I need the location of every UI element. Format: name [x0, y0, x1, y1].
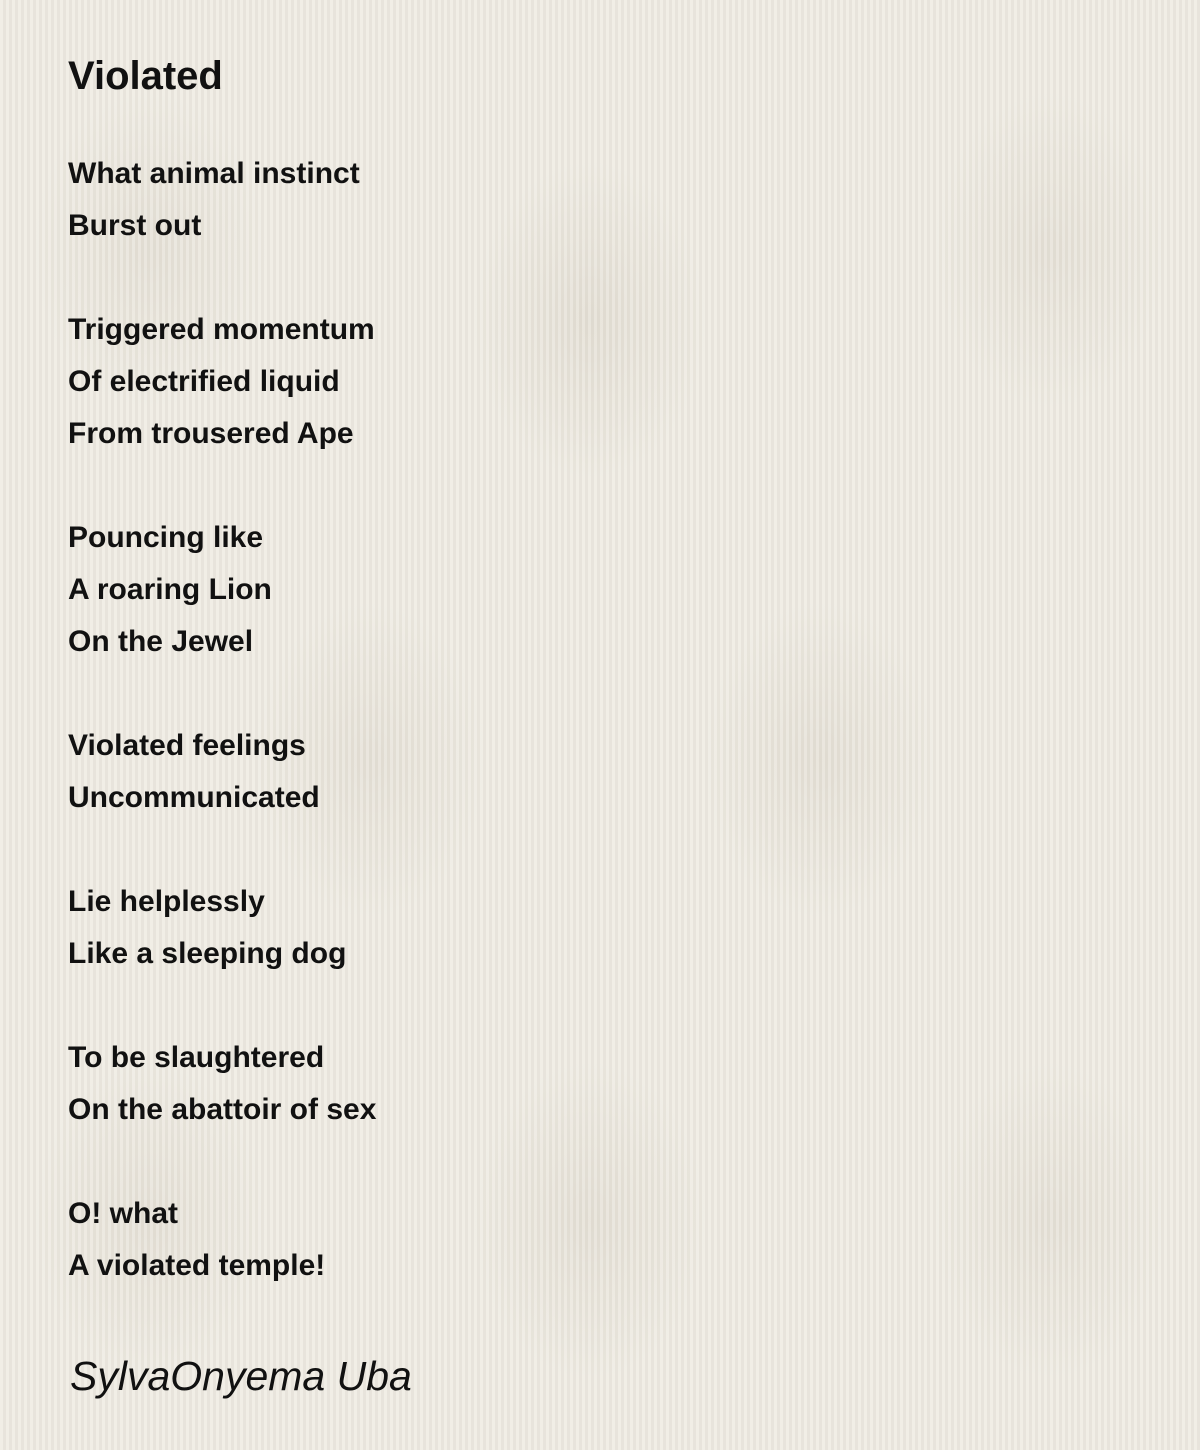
stanza-6: [68, 1032, 1128, 1136]
stanza-3: [68, 512, 1128, 668]
poem-line: Of electrified liquid: [68, 365, 340, 398]
stanza-7: [68, 1188, 1128, 1292]
poem-line: Violated feelings: [68, 729, 306, 762]
poem-line: Like a sleeping dog: [68, 937, 347, 970]
poem-body: [68, 148, 1128, 1292]
poem-line: Lie helplessly: [68, 885, 265, 918]
stanza-2: [68, 304, 1128, 460]
poem-line: What animal instinct: [68, 157, 360, 190]
poem-line: Burst out: [68, 209, 202, 242]
poem-line: Uncommunicated: [68, 781, 320, 814]
poem-line: Triggered momentum: [68, 313, 375, 346]
poem-title: Violated: [68, 54, 223, 98]
poem-line: On the abattoir of sex: [68, 1093, 377, 1126]
poem-page: [68, 50, 1128, 1402]
poem-line: A violated temple!: [68, 1249, 326, 1282]
stanza-5: [68, 876, 1128, 980]
poem-line: O! what: [68, 1197, 178, 1230]
stanza-4: [68, 720, 1128, 824]
poem-line: To be slaughtered: [68, 1041, 325, 1074]
stanza-1: [68, 148, 1128, 252]
poem-line: From trousered Ape: [68, 417, 354, 450]
poem-line: A roaring Lion: [68, 573, 272, 606]
poem-line: Pouncing like: [68, 521, 264, 554]
poem-line: On the Jewel: [68, 625, 254, 658]
poem-author: SylvaOnyema Uba: [70, 1353, 412, 1399]
